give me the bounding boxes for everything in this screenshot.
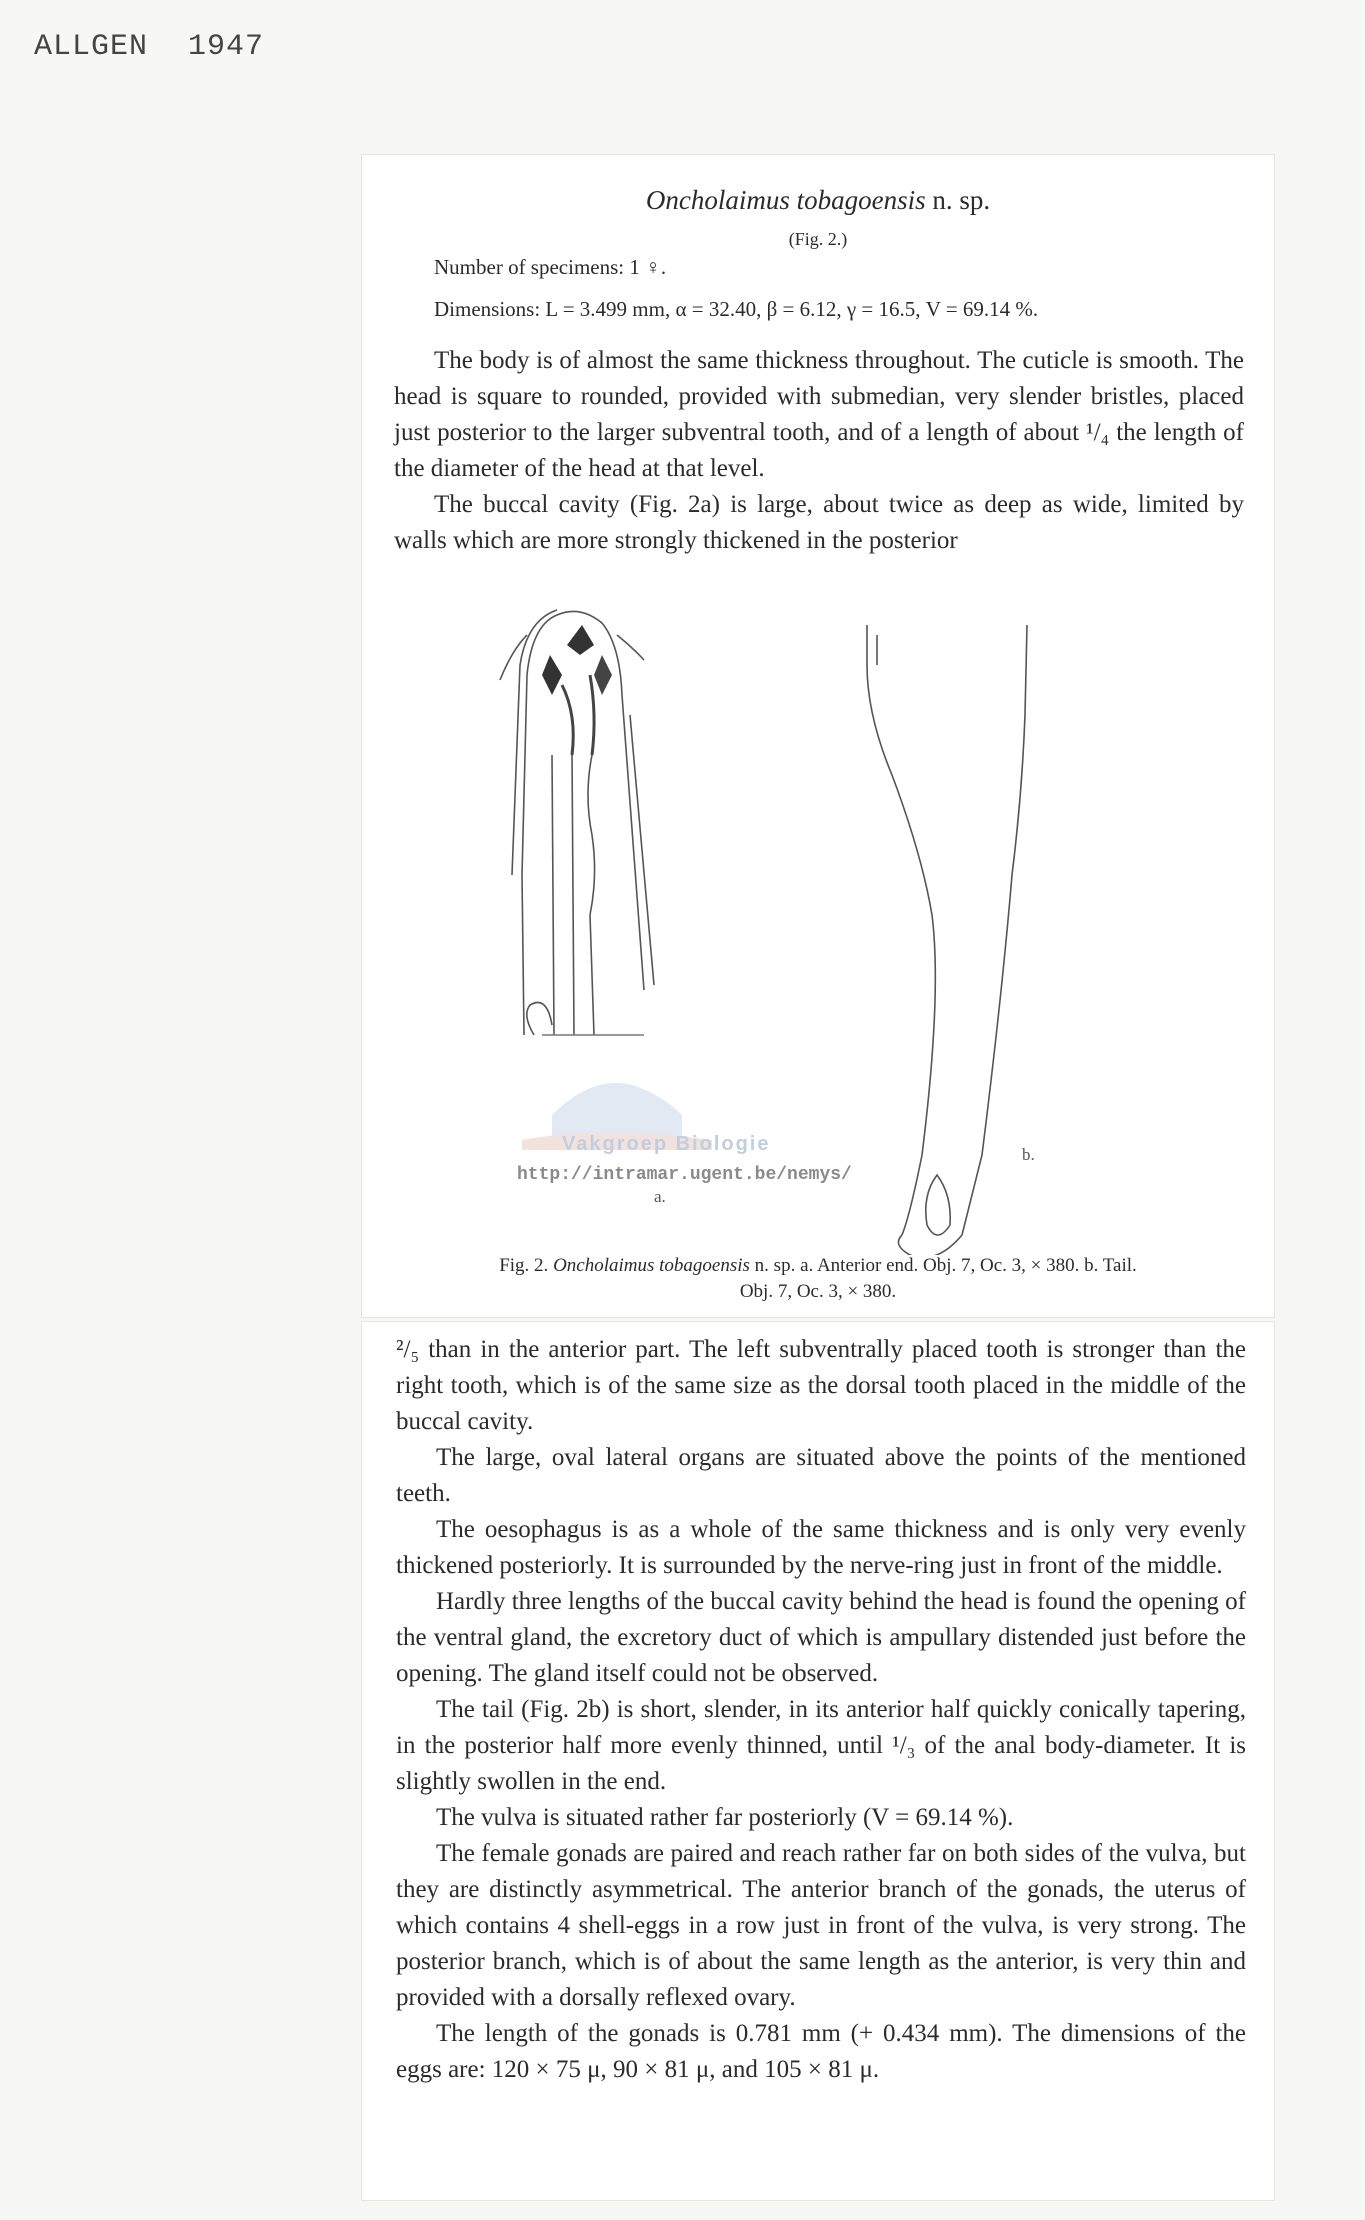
- paragraph: The tail (Fig. 2b) is short, slender, in its anterior half quickly conically tapering, in the posterior half more evenly thinned, until ¹/₃ of the anal body-diameter. It is slightly swollen in the end.: [396, 1696, 1246, 1795]
- clipping-top: [362, 155, 1274, 1317]
- figure-2a-anterior-end: [500, 610, 654, 1035]
- paragraph: The length of the gonads is 0.781 mm (+ 0.434 mm). The dimensions of the eggs are: 120 × 75 μ, 90 × 81 μ, and 105 × 81 μ.: [396, 2020, 1246, 2083]
- figure-label-a: a.: [654, 1187, 666, 1206]
- watermark-text: Vakgroep Biologie: [562, 1133, 771, 1155]
- bottom-body-text: [396, 1332, 1246, 2088]
- paragraph: The large, oval lateral organs are situated above the points of the mentioned teeth.: [396, 1444, 1246, 1507]
- caption-line1: n. sp. a. Anterior end. Obj. 7, Oc. 3, × 380. b. Tail.: [749, 1255, 1137, 1276]
- specimens-line: Number of specimens: 1 ♀.: [434, 255, 667, 279]
- paragraph: The oesophagus is as a whole of the same thickness and is only very evenly thickened posteriorly. It is surrounded by the nerve-ring just in front of the middle.: [396, 1516, 1246, 1579]
- paragraph: Hardly three lengths of the buccal cavity behind the head is found the opening of the ventral gland, the excretory duct of which is ampullary distended just before the opening. The gland itself could not be observed.: [396, 1588, 1246, 1687]
- paragraph: The body is of almost the same thickness throughout. The cuticle is smooth. The head is square to rounded, provided with submedian, very slender bristles, placed just posterior to the larger subventral tooth, and of a length of about ¹/₄ the length of the diameter of the head at that level.: [394, 347, 1244, 482]
- header-year: 1947: [188, 30, 265, 64]
- figure-caption: [392, 1253, 1244, 1305]
- clipping-bottom: [362, 1322, 1274, 2200]
- paragraph: The vulva is situated rather far posteriorly (V = 69.14 %).: [436, 1804, 1014, 1831]
- watermark-url: http://intramar.ugent.be/nemys/: [517, 1165, 852, 1185]
- caption-line2: Obj. 7, Oc. 3, × 380.: [739, 1281, 897, 1302]
- title-suffix: n. sp.: [925, 185, 991, 215]
- figure-reference: (Fig. 2.): [788, 229, 848, 249]
- caption-species: Oncholaimus tobagoensis: [553, 1255, 750, 1276]
- paragraph: ²/₅ than in the anterior part. The left subventrally placed tooth is stronger than the right tooth, which is of the same size as the dorsal tooth placed in the middle of the buccal cavity.: [396, 1336, 1246, 1435]
- paragraph: The female gonads are paired and reach rather far on both sides of the vulva, but they are distinctly asymmetrical. The anterior branch of the gonads, the uterus of which contains 4 shell-eggs in a row just in front of the vulva, is very strong. The posterior branch, which is of about the same length as the anterior, is very thin and provided with a dorsally reflexed ovary.: [396, 1840, 1246, 2011]
- header-author: ALLGEN: [34, 30, 149, 64]
- figure-2b-tail: [867, 625, 1027, 1255]
- figure-label-b: b.: [1022, 1145, 1035, 1164]
- paragraph: The buccal cavity (Fig. 2a) is large, about twice as deep as wide, limited by walls which are more strongly thickened in the posterior: [394, 491, 1244, 554]
- dimensions-line: Dimensions: L = 3.499 mm, α = 32.40, β = 6.12, γ = 16.5, V = 69.14 %.: [434, 297, 1039, 321]
- caption-prefix: Fig. 2.: [499, 1255, 554, 1276]
- figure-2a-buccal-teeth: [542, 625, 612, 755]
- typed-header: [34, 30, 264, 64]
- title-species-name: Oncholaimus tobagoensis: [645, 185, 926, 215]
- figure-2-drawing: [362, 155, 1274, 1255]
